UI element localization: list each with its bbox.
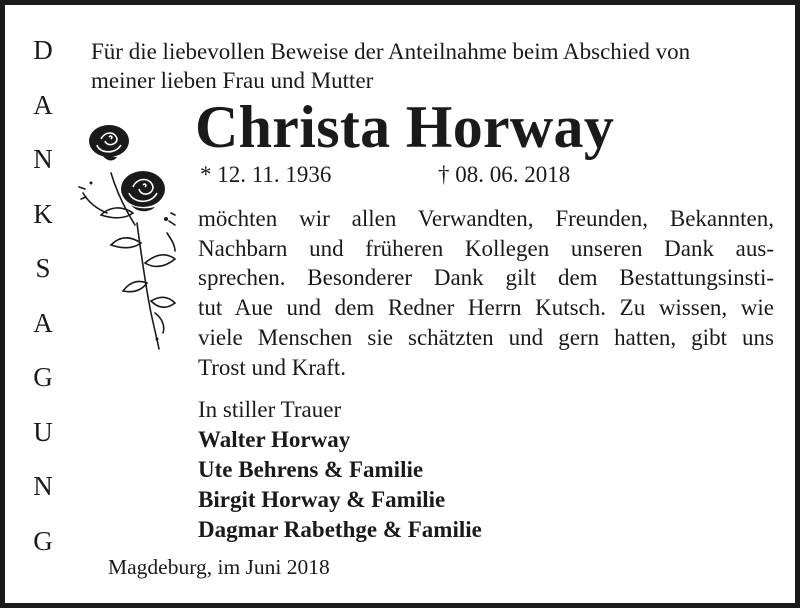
body-line: möchten wir allen Verwandten, Freunden, Bekannten,	[198, 206, 774, 231]
vertical-letter: D	[33, 35, 53, 65]
body-line: viele Menschen sie schätzten und gern hatten, gibt uns	[198, 324, 774, 350]
mourners-block	[198, 395, 482, 545]
vertical-letter: G	[33, 362, 53, 392]
vertical-letter: K	[33, 198, 53, 229]
deceased-name: Christa Horway	[195, 94, 615, 160]
vertical-letter: A	[33, 307, 53, 338]
body-line: Trost und Kraft.	[198, 354, 347, 380]
vertical-letter: G	[33, 525, 53, 556]
body-line: tut Aue und dem Redner Herrn Kutsch. Zu wissen, wie	[198, 295, 774, 321]
body-line: sprechen. Besonderer Dank gilt dem Bestattungsinsti-	[198, 265, 774, 291]
birth-date: * 12. 11. 1936	[200, 162, 332, 187]
mourning-intro: In stiller Trauer	[198, 397, 342, 422]
death-date: † 08. 06. 2018	[438, 162, 571, 187]
vertical-letter: N	[33, 471, 53, 501]
mourner-name: Dagmar Rabethge & Familie	[198, 517, 482, 542]
intro-line: meiner lieben Frau und Mutter	[91, 68, 374, 93]
intro-line: Für die liebevollen Beweise der Anteilnahme beim Abschied von	[91, 39, 691, 64]
vertical-letter: U	[33, 416, 53, 447]
intro-text	[91, 37, 781, 95]
rose-icon	[71, 113, 186, 353]
body-line: Nachbarn und früheren Kollegen unseren Dank aus-	[198, 235, 774, 261]
mourner-name: Ute Behrens & Familie	[198, 457, 424, 482]
vertical-letter: A	[33, 89, 53, 120]
place-and-date: Magdeburg, im Juni 2018	[108, 555, 330, 579]
mourner-name: Walter Horway	[198, 427, 351, 452]
vertical-letter: S	[35, 253, 51, 283]
mourner-name: Birgit Horway & Familie	[198, 487, 446, 512]
vertical-title-danksagung	[25, 33, 61, 578]
vertical-letter: N	[33, 144, 53, 174]
thanks-text	[198, 204, 774, 382]
